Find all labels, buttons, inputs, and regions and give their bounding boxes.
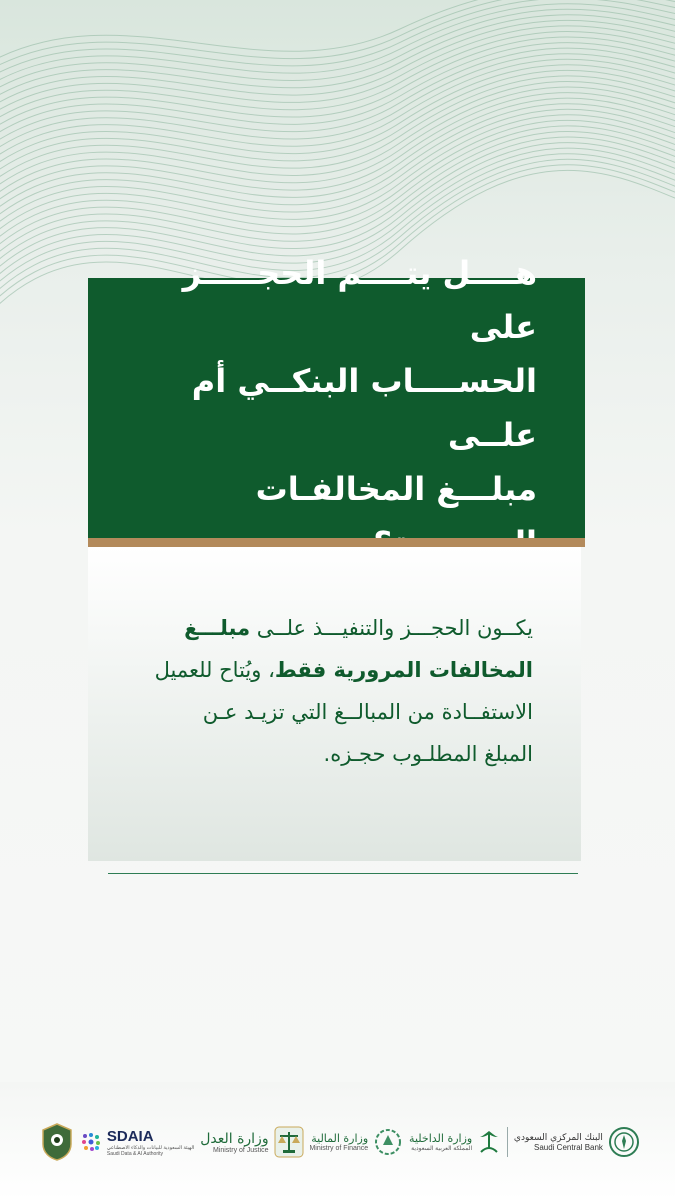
answer-line-3: الاستفــادة من المبالــغ التي تزيـد عـن	[202, 700, 533, 724]
sama-emblem-icon	[608, 1126, 640, 1158]
partner-logos	[40, 1112, 640, 1172]
question-line-3: مبلـــغ المخالفـات	[255, 470, 537, 508]
answer-line-1	[123, 607, 533, 649]
scales-icon	[274, 1126, 304, 1158]
sama-arabic: البنك المركزي السعودي	[513, 1132, 603, 1143]
mof-english: Ministry of Finance	[309, 1145, 369, 1152]
moi-arabic: وزارة الداخلية	[409, 1132, 473, 1145]
divider-line	[108, 873, 578, 874]
question-card	[88, 254, 585, 538]
sdaia-logo	[80, 1128, 194, 1157]
moj-english: Ministry of Justice	[212, 1146, 269, 1154]
moj-logo	[200, 1126, 303, 1158]
moj-arabic: وزارة العدل	[200, 1130, 269, 1147]
palm-swords-icon	[477, 1128, 501, 1156]
sama-logo	[514, 1126, 640, 1158]
answer-line-4: المبلغ المطلـوب حجـزه.	[323, 742, 533, 766]
mof-arabic: وزارة المالية	[311, 1132, 369, 1145]
gold-divider	[88, 538, 585, 547]
mof-emblem-icon	[373, 1127, 403, 1157]
question-line-1: هــــل يتــــم الحجـــــز على	[182, 254, 537, 346]
mof-logo	[309, 1127, 403, 1157]
answer-text	[123, 607, 533, 775]
traffic-emblem-icon	[40, 1122, 74, 1162]
sama-english: Saudi Central Bank	[534, 1142, 603, 1152]
answer-line-2-text: ، ويُتاح للعميل	[154, 658, 275, 682]
answer-panel	[88, 547, 581, 861]
moi-logo	[409, 1128, 501, 1156]
moi-subtitle: المملكة العربية السعودية	[411, 1146, 473, 1152]
sdaia-english: Saudi Data & AI Authority	[106, 1150, 164, 1157]
answer-line-2	[123, 649, 533, 691]
sdaia-wordmark: SDAIA	[106, 1127, 154, 1145]
question-text	[117, 246, 537, 570]
logo-separator	[507, 1127, 508, 1157]
question-line-2: الحســــاب البنكــي أم علــى	[191, 362, 537, 454]
traffic-logo	[40, 1122, 74, 1162]
answer-line-1-bold: مبلـــغ	[184, 616, 251, 640]
sdaia-subtitle: الهيئة السعودية للبيانات والذكاء الاصطناعي	[106, 1144, 195, 1151]
sdaia-dots-icon	[80, 1131, 102, 1153]
answer-line-2-bold: المخالفات المرورية فقط	[274, 658, 533, 682]
answer-line-1-text: يكــون الحجـــز والتنفيـــذ علــى	[250, 616, 533, 640]
